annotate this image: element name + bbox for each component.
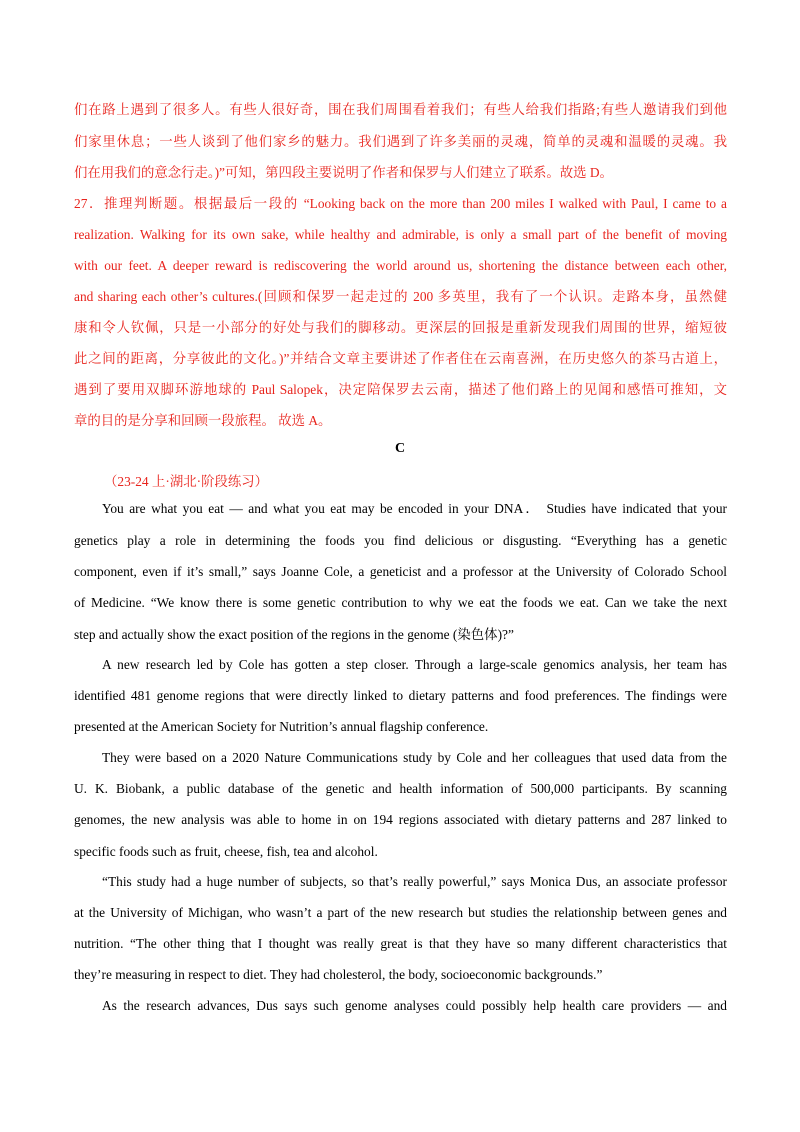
passage-line-17: As the research advances, Dus says such genome analyses could possibly help health care providers — and	[102, 998, 727, 1013]
answer-line-7: and sharing each other’s cultures.(回顾和保罗一起走过的 200 多英里，我有了一个认识。走路本身，虽然健	[74, 289, 727, 304]
section-heading: C	[394, 441, 406, 456]
passage-line-12: specific foods such as fruit, cheese, fish, tea and alcohol.	[74, 844, 378, 859]
passage-line-1: You are what you eat — and what you eat may be encoded in your DNA． Studies have indicated that your	[102, 501, 727, 516]
passage-line-13: “This study had a huge number of subjects, so that’s really powerful,” says Monica Dus, an associate professor	[102, 874, 727, 889]
passage-line-3: component, even if it’s small,” says Joanne Cole, a geneticist and a professor at the University of Colorado School	[74, 564, 727, 579]
passage-line-10: U. K. Biobank, a public database of the genetic and health information of 500,000 participants. By scanning	[74, 781, 727, 796]
passage-line-11: genomes, the new analysis was able to home in on 194 regions associated with dietary patterns and 287 linked to	[74, 812, 727, 827]
passage-line-15: nutrition. “The other thing that I thought was really great is that they have so many different characteristics that	[74, 936, 727, 951]
passage-line-5: step and actually show the exact position of the regions in the genome (染色体)?”	[74, 627, 514, 642]
passage-line-14: at the University of Michigan, who wasn’t a part of the new research but studies the relationship between genes and	[74, 905, 727, 920]
passage-line-4: of Medicine. “We know there is some genetic contribution to why we eat the foods we eat. Can we take the next	[74, 595, 727, 610]
answer-line-10: 遇到了要用双脚环游地球的 Paul Salopek，决定陪保罗去云南，描述了他们路上的见闻和感悟可推知，文	[74, 382, 727, 397]
passage-line-2: genetics play a role in determining the foods you find delicious or disgusting. “Everything has a genetic	[74, 533, 727, 548]
answer-line-8: 康和令人钦佩，只是一小部分的好处与我们的脚移动。更深层的回报是重新发现我们周围的世界，缩短彼	[74, 320, 727, 335]
answer-line-5: realization. Walking for its own sake, while healthy and admirable, is only a small part of the benefit of moving	[74, 227, 727, 242]
passage-line-7: identified 481 genome regions that were directly linked to dietary patterns and food preferences. The findings were	[74, 688, 727, 703]
answer-line-2: 们家里休息；一些人谈到了他们家乡的魅力。我们遇到了许多美丽的灵魂，简单的灵魂和温暖的灵魂。我	[74, 134, 727, 149]
answer-line-11: 章的目的是分享和回顾一段旅程。 故选 A。	[74, 413, 332, 428]
answer-line-6: with our feet. A deeper reward is rediscovering the world around us, shortening the distance between each other,	[74, 258, 727, 273]
passage-line-9: They were based on a 2020 Nature Communications study by Cole and her colleagues that used data from the	[102, 750, 727, 765]
answer-line-4: 27．推理判断题。根据最后一段的 “Looking back on the more than 200 miles I walked with Paul, I came to a	[74, 196, 727, 211]
passage-line-8: presented at the American Society for Nutrition’s annual flagship conference.	[74, 719, 489, 734]
answer-line-9: 此之间的距离，分享彼此的文化。)”并结合文章主要讲述了作者住在云南喜洲，在历史悠久的茶马古道上，	[74, 351, 727, 366]
answer-line-3: 们在用我们的意念行走。)”可知，第四段主要说明了作者和保罗与人们建立了联系。故选 D。	[74, 165, 613, 180]
source-note: （23-24 上·湖北·阶段练习）	[104, 474, 269, 489]
passage-line-6: A new research led by Cole has gotten a step closer. Through a large-scale genomics analysis, her team has	[102, 657, 727, 672]
answer-line-1: 们在路上遇到了很多人。有些人很好奇，围在我们周围看着我们；有些人给我们指路;有些人邀请我们到他	[74, 102, 727, 117]
passage-line-16: they’re measuring in respect to diet. They had cholesterol, the body, socioeconomic backgrounds.”	[74, 967, 603, 982]
